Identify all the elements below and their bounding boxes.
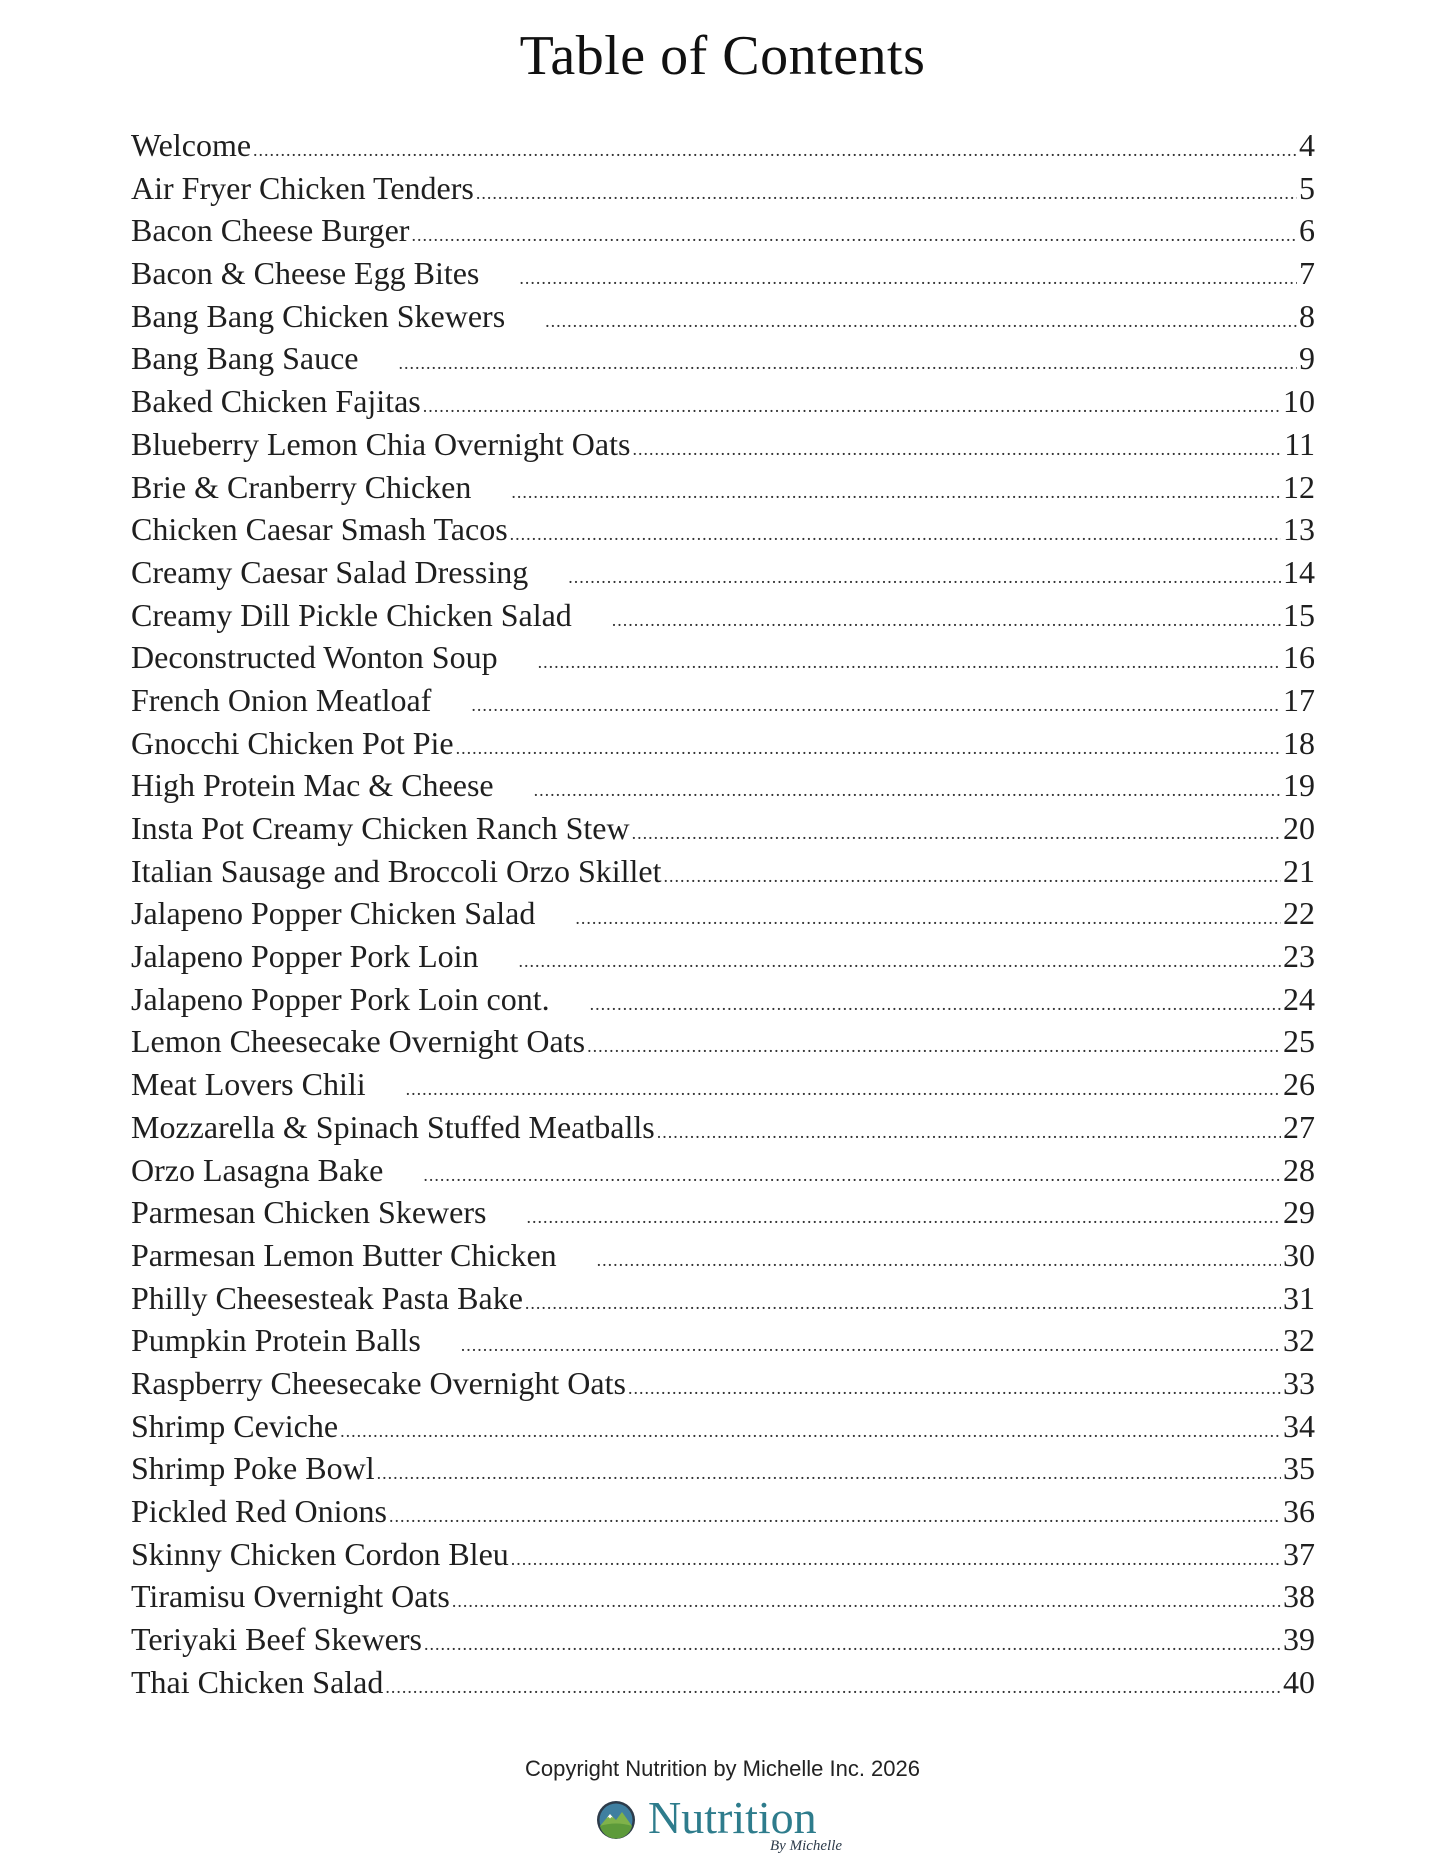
toc-dot-leader [456,738,1281,759]
toc-entry[interactable] [131,1066,1315,1109]
toc-dot-leader [519,951,1282,972]
toc-entry[interactable] [131,1578,1315,1621]
copyright-text: Copyright Nutrition by Michelle Inc. 2026 [525,1756,920,1781]
toc-entry[interactable] [131,1664,1315,1707]
toc-entry-title: Creamy Caesar Salad Dressing [131,553,529,590]
toc-entry[interactable] [131,426,1315,469]
toc-entry-page-number: 11 [1284,425,1315,462]
toc-entry-title: Meat Lovers Chili [131,1066,366,1103]
toc-entry[interactable] [131,1621,1315,1664]
toc-dot-leader [340,1421,1281,1442]
toc-entry-page-number: 31 [1283,1279,1315,1316]
toc-dot-leader [628,1378,1281,1399]
toc-entry-page-number: 27 [1283,1108,1315,1145]
toc-entry-page-number: 7 [1299,255,1315,292]
toc-entry-page-number: 18 [1283,724,1315,761]
toc-dot-leader [590,994,1281,1015]
toc-dot-leader [545,311,1297,332]
toc-dot-leader [511,482,1281,503]
toc-entry-title: Thai Chicken Salad [131,1663,384,1700]
toc-entry[interactable] [131,895,1315,938]
toc-entry[interactable] [131,1536,1315,1579]
toc-entry-title: Jalapeno Popper Pork Loin [131,938,479,975]
toc-entry-page-number: 24 [1283,980,1315,1017]
toc-entry-title: Bang Bang Chicken Skewers [131,297,506,334]
toc-entry-page-number: 20 [1283,810,1315,846]
toc-entry-title: Shrimp Ceviche [131,1407,339,1444]
toc-dot-leader [452,1591,1281,1612]
toc-entry-title: Lemon Cheesecake Overnight Oats [131,1023,586,1060]
toc-entry-title: Brie & Cranberry Chicken [131,468,472,505]
toc-entry[interactable] [131,511,1315,554]
toc-entry-title: Insta Pot Creamy Chicken Ranch Stew [131,810,630,846]
toc-entry[interactable] [131,127,1315,170]
toc-entry-page-number: 37 [1283,1535,1315,1572]
toc-entry-page-number: 8 [1299,297,1315,334]
toc-entry[interactable] [131,554,1315,597]
toc-entry-page-number: 23 [1283,938,1315,975]
toc-entry-page-number: 12 [1283,468,1315,505]
toc-dot-leader [664,866,1281,887]
toc-dot-leader [377,1463,1281,1484]
toc-dot-leader [534,780,1281,801]
toc-entry-page-number: 28 [1283,1151,1315,1188]
toc-entry-page-number: 19 [1283,767,1315,804]
toc-entry[interactable] [131,725,1315,768]
toc-dot-leader [587,1036,1281,1057]
toc-entry-title: Parmesan Lemon Butter Chicken [131,1236,557,1273]
toc-entry-page-number: 26 [1283,1066,1315,1103]
toc-entry-page-number: 21 [1283,852,1315,889]
toc-entry[interactable] [131,1408,1315,1451]
toc-entry[interactable] [131,810,1315,853]
toc-entry-page-number: 39 [1283,1621,1315,1658]
toc-dot-leader [657,1122,1281,1143]
table-of-contents [131,127,1315,1706]
toc-entry-title: Italian Sausage and Broccoli Orzo Skillet [131,852,662,889]
toc-entry[interactable] [131,1109,1315,1152]
toc-entry[interactable] [131,1237,1315,1280]
toc-entry-title: Mozzarella & Spinach Stuffed Meatballs [131,1108,655,1145]
toc-entry[interactable] [131,255,1315,298]
toc-entry-page-number: 4 [1299,127,1315,163]
brand-subtitle: By Michelle [770,1838,843,1854]
toc-entry-page-number: 35 [1283,1450,1315,1487]
toc-dot-leader [399,353,1298,374]
toc-dot-leader [471,695,1281,716]
toc-dot-leader [526,1207,1281,1228]
toc-entry-page-number: 22 [1283,895,1315,932]
toc-entry[interactable] [131,981,1315,1024]
page-title: Table of Contents [519,25,926,87]
toc-entry-title: Bacon & Cheese Egg Bites [131,255,480,292]
toc-entry[interactable] [131,639,1315,682]
toc-entry-page-number: 36 [1283,1493,1315,1529]
toc-entry[interactable] [131,340,1315,383]
toc-dot-leader [511,1549,1281,1570]
toc-entry-title: Jalapeno Popper Pork Loin cont. [131,980,550,1017]
toc-entry-page-number: 15 [1283,596,1315,633]
toc-entry-page-number: 34 [1283,1407,1315,1444]
toc-dot-leader [568,567,1281,588]
toc-entry[interactable] [131,298,1315,341]
toc-entry-page-number: 40 [1283,1663,1315,1700]
toc-entry-page-number: 33 [1283,1364,1315,1401]
toc-dot-leader [423,396,1281,417]
toc-entry-title: Skinny Chicken Cordon Bleu [131,1535,509,1572]
mountain-logo-icon [596,1800,636,1840]
toc-dot-leader [519,268,1297,289]
toc-entry-page-number: 17 [1283,681,1315,718]
toc-dot-leader [632,823,1281,844]
toc-entry-page-number: 32 [1283,1322,1315,1359]
toc-entry-title: Jalapeno Popper Chicken Salad [131,895,536,932]
toc-entry[interactable] [131,1023,1315,1066]
toc-entry-title: Philly Cheesesteak Pasta Bake [131,1279,523,1316]
toc-entry-title: Creamy Dill Pickle Chicken Salad [131,596,572,633]
toc-entry[interactable] [131,212,1315,255]
toc-entry[interactable] [131,1322,1315,1365]
toc-entry-title: Welcome [131,127,252,163]
toc-entry-title: Bang Bang Sauce [131,340,359,377]
toc-entry[interactable] [131,597,1315,640]
toc-entry-page-number: 6 [1299,212,1315,249]
toc-dot-leader [510,524,1281,545]
toc-entry[interactable] [131,682,1315,725]
toc-entry-title: Teriyaki Beef Skewers [131,1621,422,1658]
toc-entry-title: Raspberry Cheesecake Overnight Oats [131,1364,626,1401]
toc-entry[interactable] [131,383,1315,426]
toc-entry-page-number: 9 [1299,340,1315,377]
toc-entry-page-number: 14 [1283,553,1315,590]
toc-entry-page-number: 13 [1283,511,1315,548]
toc-entry-title: Shrimp Poke Bowl [131,1450,375,1487]
toc-entry-title: Pickled Red Onions [131,1493,387,1529]
toc-entry[interactable] [131,1152,1315,1195]
toc-entry[interactable] [131,1450,1315,1493]
toc-dot-leader [525,1293,1281,1314]
toc-dot-leader [389,1506,1281,1527]
toc-entry[interactable] [131,1280,1315,1323]
toc-entry[interactable] [131,469,1315,512]
toc-entry-title: Deconstructed Wonton Soup [131,639,498,676]
toc-entry-title: Pumpkin Protein Balls [131,1322,421,1359]
toc-dot-leader [461,1335,1281,1356]
toc-entry-page-number: 29 [1283,1194,1315,1231]
toc-entry-title: Air Fryer Chicken Tenders [131,169,474,206]
toc-entry[interactable] [131,170,1315,213]
toc-entry-title: Blueberry Lemon Chia Overnight Oats [131,425,631,462]
toc-dot-leader [597,1250,1281,1271]
toc-dot-leader [411,225,1297,246]
toc-entry-title: Orzo Lasagna Bake [131,1151,384,1188]
toc-entry-page-number: 5 [1299,169,1315,206]
toc-entry[interactable] [131,1493,1315,1536]
toc-dot-leader [476,183,1297,204]
toc-entry-title: Parmesan Chicken Skewers [131,1194,487,1231]
toc-dot-leader [406,1079,1281,1100]
toc-dot-leader [575,908,1281,929]
toc-entry-page-number: 25 [1283,1023,1315,1060]
toc-dot-leader [538,652,1281,673]
toc-entry-page-number: 16 [1283,639,1315,676]
toc-entry-title: Gnocchi Chicken Pot Pie [131,724,454,761]
toc-entry-title: Chicken Caesar Smash Tacos [131,511,508,548]
toc-entry-title: Tiramisu Overnight Oats [131,1578,450,1615]
toc-entry[interactable] [131,767,1315,810]
toc-entry-title: Bacon Cheese Burger [131,212,410,249]
toc-entry[interactable] [131,1194,1315,1237]
toc-dot-leader [385,1677,1281,1698]
toc-entry-page-number: 10 [1283,383,1315,420]
brand-name: Nutrition [648,1792,817,1843]
toc-dot-leader [612,610,1281,631]
toc-dot-leader [423,1165,1281,1186]
toc-entry-page-number: 30 [1283,1236,1315,1273]
toc-dot-leader [632,439,1282,460]
toc-dot-leader [253,140,1297,161]
toc-entry[interactable] [131,1365,1315,1408]
brand-logo [596,1792,856,1860]
toc-entry-title: Baked Chicken Fajitas [131,383,421,420]
toc-entry-page-number: 38 [1283,1578,1315,1615]
toc-entry[interactable] [131,938,1315,981]
toc-entry-title: French Onion Meatloaf [131,681,432,718]
toc-dot-leader [424,1634,1281,1655]
toc-entry[interactable] [131,853,1315,896]
toc-entry-title: High Protein Mac & Cheese [131,767,494,804]
